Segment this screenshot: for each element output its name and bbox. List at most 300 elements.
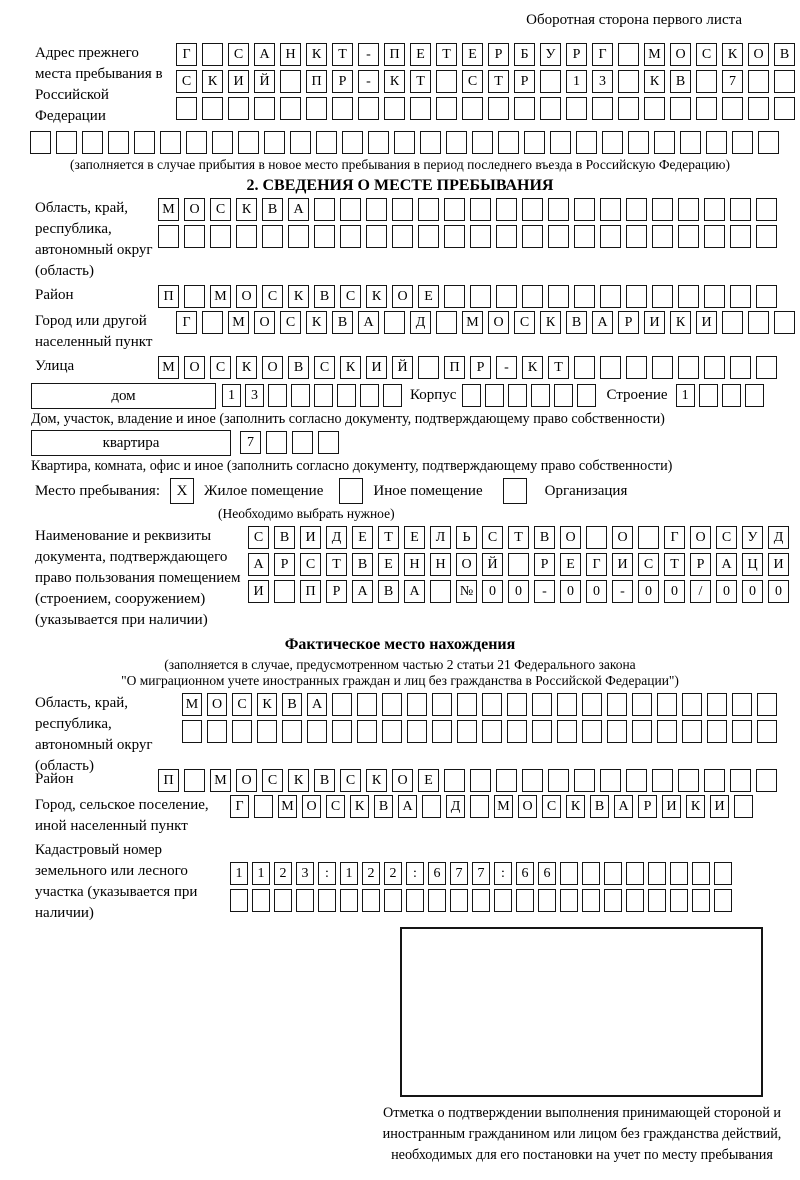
char-cell[interactable]: М bbox=[462, 311, 483, 334]
char-cell[interactable] bbox=[382, 693, 402, 716]
char-cell[interactable] bbox=[292, 431, 313, 454]
char-cell[interactable] bbox=[557, 720, 577, 743]
char-cell[interactable] bbox=[470, 198, 491, 221]
char-cell[interactable]: Е bbox=[352, 526, 373, 549]
char-cell[interactable]: У bbox=[742, 526, 763, 549]
char-cell[interactable]: Р bbox=[274, 553, 295, 576]
char-cell[interactable]: И bbox=[300, 526, 321, 549]
char-cell[interactable]: 2 bbox=[362, 862, 380, 885]
char-cell[interactable]: К bbox=[366, 285, 387, 308]
char-cell[interactable]: 0 bbox=[508, 580, 529, 603]
char-cell[interactable]: А bbox=[404, 580, 425, 603]
char-cell[interactable] bbox=[472, 889, 490, 912]
char-cell[interactable]: С bbox=[280, 311, 301, 334]
char-cell[interactable]: С bbox=[300, 553, 321, 576]
char-cell[interactable] bbox=[444, 225, 465, 248]
char-cell[interactable] bbox=[236, 225, 257, 248]
char-cell[interactable] bbox=[522, 198, 543, 221]
char-cell[interactable]: В bbox=[774, 43, 795, 66]
char-cell[interactable]: Е bbox=[404, 526, 425, 549]
char-cell[interactable] bbox=[507, 693, 527, 716]
char-cell[interactable] bbox=[566, 97, 587, 120]
char-cell[interactable]: О bbox=[690, 526, 711, 549]
char-cell[interactable] bbox=[462, 384, 481, 407]
char-cell[interactable] bbox=[648, 889, 666, 912]
char-cell[interactable] bbox=[496, 225, 517, 248]
char-cell[interactable] bbox=[657, 720, 677, 743]
char-cell[interactable] bbox=[392, 198, 413, 221]
char-cell[interactable] bbox=[670, 862, 688, 885]
char-cell[interactable]: Е bbox=[410, 43, 431, 66]
char-cell[interactable]: 0 bbox=[560, 580, 581, 603]
char-cell[interactable] bbox=[264, 131, 285, 154]
char-cell[interactable]: К bbox=[670, 311, 691, 334]
char-cell[interactable] bbox=[470, 769, 491, 792]
char-cell[interactable] bbox=[366, 198, 387, 221]
char-cell[interactable] bbox=[774, 70, 795, 93]
char-cell[interactable] bbox=[257, 720, 277, 743]
char-cell[interactable] bbox=[202, 311, 223, 334]
char-cell[interactable]: Т bbox=[326, 553, 347, 576]
char-cell[interactable] bbox=[418, 356, 439, 379]
char-cell[interactable] bbox=[337, 384, 356, 407]
char-cell[interactable]: К bbox=[306, 43, 327, 66]
char-cell[interactable] bbox=[392, 225, 413, 248]
char-cell[interactable] bbox=[592, 97, 613, 120]
char-cell[interactable] bbox=[457, 693, 477, 716]
char-cell[interactable]: М bbox=[158, 356, 179, 379]
char-cell[interactable]: У bbox=[540, 43, 561, 66]
char-cell[interactable]: М bbox=[644, 43, 665, 66]
char-cell[interactable] bbox=[574, 769, 595, 792]
char-cell[interactable] bbox=[432, 693, 452, 716]
char-cell[interactable] bbox=[540, 97, 561, 120]
char-cell[interactable]: О bbox=[184, 356, 205, 379]
char-cell[interactable]: : bbox=[494, 862, 512, 885]
char-cell[interactable] bbox=[692, 889, 710, 912]
char-cell[interactable] bbox=[600, 769, 621, 792]
char-cell[interactable] bbox=[626, 862, 644, 885]
char-cell[interactable]: М bbox=[494, 795, 513, 818]
char-cell[interactable] bbox=[756, 225, 777, 248]
char-cell[interactable]: О bbox=[392, 769, 413, 792]
char-cell[interactable] bbox=[554, 384, 573, 407]
char-cell[interactable] bbox=[158, 225, 179, 248]
char-cell[interactable] bbox=[332, 97, 353, 120]
char-cell[interactable] bbox=[368, 131, 389, 154]
char-cell[interactable] bbox=[182, 720, 202, 743]
char-cell[interactable]: Д bbox=[768, 526, 789, 549]
char-cell[interactable] bbox=[342, 131, 363, 154]
char-cell[interactable] bbox=[531, 384, 550, 407]
char-cell[interactable] bbox=[748, 97, 769, 120]
char-cell[interactable] bbox=[428, 889, 446, 912]
char-cell[interactable]: Р bbox=[514, 70, 535, 93]
char-cell[interactable] bbox=[732, 720, 752, 743]
char-cell[interactable]: Д bbox=[446, 795, 465, 818]
char-cell[interactable]: 1 bbox=[230, 862, 248, 885]
char-cell[interactable] bbox=[496, 769, 517, 792]
char-cell[interactable] bbox=[626, 769, 647, 792]
char-cell[interactable] bbox=[382, 720, 402, 743]
char-cell[interactable] bbox=[186, 131, 207, 154]
char-cell[interactable] bbox=[498, 131, 519, 154]
char-cell[interactable]: 3 bbox=[592, 70, 613, 93]
char-cell[interactable]: 0 bbox=[638, 580, 659, 603]
char-cell[interactable]: 3 bbox=[245, 384, 264, 407]
char-cell[interactable] bbox=[516, 889, 534, 912]
char-cell[interactable] bbox=[644, 97, 665, 120]
char-cell[interactable]: П bbox=[384, 43, 405, 66]
char-cell[interactable] bbox=[56, 131, 77, 154]
char-cell[interactable] bbox=[358, 97, 379, 120]
char-cell[interactable]: К bbox=[288, 769, 309, 792]
char-cell[interactable]: В bbox=[332, 311, 353, 334]
char-cell[interactable]: О bbox=[254, 311, 275, 334]
char-cell[interactable]: К bbox=[644, 70, 665, 93]
char-cell[interactable] bbox=[522, 285, 543, 308]
char-cell[interactable] bbox=[30, 131, 51, 154]
char-cell[interactable] bbox=[758, 131, 779, 154]
zhiloe-checkbox[interactable]: X bbox=[170, 478, 194, 504]
char-cell[interactable]: Б bbox=[514, 43, 535, 66]
char-cell[interactable] bbox=[314, 384, 333, 407]
char-cell[interactable] bbox=[357, 693, 377, 716]
char-cell[interactable]: Л bbox=[430, 526, 451, 549]
char-cell[interactable]: Р bbox=[638, 795, 657, 818]
char-cell[interactable] bbox=[602, 131, 623, 154]
char-cell[interactable] bbox=[704, 198, 725, 221]
char-cell[interactable]: О bbox=[456, 553, 477, 576]
char-cell[interactable] bbox=[682, 720, 702, 743]
char-cell[interactable] bbox=[757, 720, 777, 743]
char-cell[interactable]: М bbox=[278, 795, 297, 818]
char-cell[interactable]: С bbox=[262, 285, 283, 308]
char-cell[interactable] bbox=[470, 225, 491, 248]
char-cell[interactable] bbox=[582, 693, 602, 716]
char-cell[interactable]: Р bbox=[566, 43, 587, 66]
char-cell[interactable]: Г bbox=[664, 526, 685, 549]
char-cell[interactable] bbox=[678, 769, 699, 792]
char-cell[interactable] bbox=[532, 720, 552, 743]
char-cell[interactable] bbox=[734, 795, 753, 818]
char-cell[interactable]: М bbox=[210, 769, 231, 792]
char-cell[interactable]: Е bbox=[462, 43, 483, 66]
char-cell[interactable]: А bbox=[716, 553, 737, 576]
char-cell[interactable] bbox=[318, 431, 339, 454]
char-cell[interactable]: Й bbox=[254, 70, 275, 93]
char-cell[interactable] bbox=[360, 384, 379, 407]
char-cell[interactable] bbox=[134, 131, 155, 154]
char-cell[interactable]: В bbox=[374, 795, 393, 818]
char-cell[interactable]: - bbox=[358, 70, 379, 93]
char-cell[interactable]: Г bbox=[230, 795, 249, 818]
char-cell[interactable] bbox=[704, 769, 725, 792]
char-cell[interactable]: О bbox=[236, 769, 257, 792]
char-cell[interactable]: О bbox=[207, 693, 227, 716]
char-cell[interactable] bbox=[280, 70, 301, 93]
char-cell[interactable] bbox=[291, 384, 310, 407]
char-cell[interactable] bbox=[418, 198, 439, 221]
char-cell[interactable] bbox=[538, 889, 556, 912]
char-cell[interactable] bbox=[657, 693, 677, 716]
char-cell[interactable]: И bbox=[612, 553, 633, 576]
char-cell[interactable]: Р bbox=[618, 311, 639, 334]
char-cell[interactable]: В bbox=[566, 311, 587, 334]
char-cell[interactable] bbox=[184, 285, 205, 308]
char-cell[interactable]: Г bbox=[176, 311, 197, 334]
char-cell[interactable] bbox=[745, 384, 764, 407]
char-cell[interactable]: 2 bbox=[384, 862, 402, 885]
char-cell[interactable] bbox=[254, 795, 273, 818]
char-cell[interactable]: В bbox=[534, 526, 555, 549]
char-cell[interactable]: С bbox=[542, 795, 561, 818]
char-cell[interactable]: Ц bbox=[742, 553, 763, 576]
char-cell[interactable] bbox=[574, 285, 595, 308]
char-cell[interactable]: Р bbox=[534, 553, 555, 576]
char-cell[interactable] bbox=[756, 769, 777, 792]
char-cell[interactable]: А bbox=[288, 198, 309, 221]
char-cell[interactable] bbox=[730, 198, 751, 221]
char-cell[interactable]: - bbox=[612, 580, 633, 603]
char-cell[interactable] bbox=[407, 720, 427, 743]
char-cell[interactable] bbox=[266, 431, 287, 454]
char-cell[interactable] bbox=[202, 43, 223, 66]
char-cell[interactable]: Г bbox=[592, 43, 613, 66]
char-cell[interactable]: С bbox=[462, 70, 483, 93]
char-cell[interactable]: А bbox=[358, 311, 379, 334]
char-cell[interactable]: К bbox=[257, 693, 277, 716]
char-cell[interactable]: 7 bbox=[472, 862, 490, 885]
char-cell[interactable] bbox=[654, 131, 675, 154]
char-cell[interactable]: 7 bbox=[722, 70, 743, 93]
char-cell[interactable]: Е bbox=[378, 553, 399, 576]
char-cell[interactable] bbox=[384, 97, 405, 120]
char-cell[interactable]: И bbox=[248, 580, 269, 603]
char-cell[interactable] bbox=[600, 285, 621, 308]
char-cell[interactable]: К bbox=[202, 70, 223, 93]
char-cell[interactable] bbox=[707, 693, 727, 716]
char-cell[interactable]: К bbox=[340, 356, 361, 379]
char-cell[interactable] bbox=[600, 225, 621, 248]
char-cell[interactable]: Н bbox=[280, 43, 301, 66]
char-cell[interactable] bbox=[774, 311, 795, 334]
char-cell[interactable] bbox=[732, 693, 752, 716]
char-cell[interactable]: И bbox=[696, 311, 717, 334]
char-cell[interactable] bbox=[357, 720, 377, 743]
char-cell[interactable] bbox=[238, 131, 259, 154]
char-cell[interactable]: И bbox=[768, 553, 789, 576]
char-cell[interactable]: А bbox=[398, 795, 417, 818]
char-cell[interactable] bbox=[507, 720, 527, 743]
char-cell[interactable] bbox=[210, 225, 231, 248]
char-cell[interactable] bbox=[444, 198, 465, 221]
char-cell[interactable] bbox=[714, 862, 732, 885]
char-cell[interactable]: О bbox=[748, 43, 769, 66]
char-cell[interactable]: А bbox=[248, 553, 269, 576]
char-cell[interactable] bbox=[280, 97, 301, 120]
char-cell[interactable] bbox=[757, 693, 777, 716]
char-cell[interactable] bbox=[557, 693, 577, 716]
char-cell[interactable]: К bbox=[288, 285, 309, 308]
char-cell[interactable]: И bbox=[644, 311, 665, 334]
char-cell[interactable]: № bbox=[456, 580, 477, 603]
char-cell[interactable]: 6 bbox=[516, 862, 534, 885]
char-cell[interactable] bbox=[678, 285, 699, 308]
char-cell[interactable] bbox=[444, 285, 465, 308]
char-cell[interactable]: Г bbox=[586, 553, 607, 576]
char-cell[interactable] bbox=[410, 97, 431, 120]
char-cell[interactable]: Т bbox=[332, 43, 353, 66]
char-cell[interactable] bbox=[254, 97, 275, 120]
char-cell[interactable]: / bbox=[690, 580, 711, 603]
char-cell[interactable] bbox=[496, 198, 517, 221]
char-cell[interactable] bbox=[774, 97, 795, 120]
char-cell[interactable]: К bbox=[384, 70, 405, 93]
char-cell[interactable] bbox=[648, 862, 666, 885]
char-cell[interactable] bbox=[176, 97, 197, 120]
char-cell[interactable] bbox=[482, 693, 502, 716]
char-cell[interactable] bbox=[652, 225, 673, 248]
char-cell[interactable] bbox=[436, 97, 457, 120]
char-cell[interactable]: Д bbox=[410, 311, 431, 334]
char-cell[interactable]: М bbox=[210, 285, 231, 308]
char-cell[interactable]: С bbox=[228, 43, 249, 66]
char-cell[interactable]: В bbox=[274, 526, 295, 549]
char-cell[interactable]: С bbox=[696, 43, 717, 66]
char-cell[interactable]: П bbox=[300, 580, 321, 603]
char-cell[interactable]: П bbox=[158, 769, 179, 792]
char-cell[interactable] bbox=[296, 889, 314, 912]
char-cell[interactable]: В bbox=[590, 795, 609, 818]
char-cell[interactable]: 0 bbox=[716, 580, 737, 603]
char-cell[interactable] bbox=[678, 356, 699, 379]
char-cell[interactable] bbox=[470, 795, 489, 818]
char-cell[interactable]: Р bbox=[326, 580, 347, 603]
char-cell[interactable]: Ь bbox=[456, 526, 477, 549]
char-cell[interactable]: 0 bbox=[742, 580, 763, 603]
char-cell[interactable] bbox=[282, 720, 302, 743]
char-cell[interactable]: - bbox=[534, 580, 555, 603]
char-cell[interactable] bbox=[714, 889, 732, 912]
char-cell[interactable] bbox=[524, 131, 545, 154]
char-cell[interactable] bbox=[730, 769, 751, 792]
char-cell[interactable]: : bbox=[318, 862, 336, 885]
char-cell[interactable]: А bbox=[254, 43, 275, 66]
char-cell[interactable] bbox=[699, 384, 718, 407]
char-cell[interactable] bbox=[756, 198, 777, 221]
char-cell[interactable]: В bbox=[288, 356, 309, 379]
char-cell[interactable]: О bbox=[236, 285, 257, 308]
char-cell[interactable] bbox=[307, 720, 327, 743]
char-cell[interactable]: 0 bbox=[586, 580, 607, 603]
char-cell[interactable]: К bbox=[540, 311, 561, 334]
char-cell[interactable] bbox=[550, 131, 571, 154]
char-cell[interactable] bbox=[332, 720, 352, 743]
char-cell[interactable]: - bbox=[496, 356, 517, 379]
char-cell[interactable] bbox=[722, 97, 743, 120]
char-cell[interactable]: И bbox=[662, 795, 681, 818]
char-cell[interactable] bbox=[207, 720, 227, 743]
char-cell[interactable]: К bbox=[366, 769, 387, 792]
char-cell[interactable] bbox=[184, 769, 205, 792]
char-cell[interactable]: 0 bbox=[768, 580, 789, 603]
char-cell[interactable]: И bbox=[366, 356, 387, 379]
char-cell[interactable] bbox=[732, 131, 753, 154]
char-cell[interactable]: С bbox=[326, 795, 345, 818]
char-cell[interactable] bbox=[626, 198, 647, 221]
char-cell[interactable] bbox=[638, 526, 659, 549]
char-cell[interactable] bbox=[314, 198, 335, 221]
char-cell[interactable]: К bbox=[350, 795, 369, 818]
char-cell[interactable] bbox=[626, 285, 647, 308]
char-cell[interactable] bbox=[384, 889, 402, 912]
char-cell[interactable] bbox=[450, 889, 468, 912]
char-cell[interactable]: О bbox=[302, 795, 321, 818]
char-cell[interactable]: С bbox=[514, 311, 535, 334]
char-cell[interactable]: 1 bbox=[340, 862, 358, 885]
char-cell[interactable]: К bbox=[686, 795, 705, 818]
char-cell[interactable]: Т bbox=[664, 553, 685, 576]
char-cell[interactable] bbox=[586, 526, 607, 549]
char-cell[interactable] bbox=[574, 198, 595, 221]
char-cell[interactable] bbox=[652, 285, 673, 308]
char-cell[interactable] bbox=[394, 131, 415, 154]
char-cell[interactable]: О bbox=[488, 311, 509, 334]
char-cell[interactable] bbox=[722, 311, 743, 334]
char-cell[interactable]: Т bbox=[378, 526, 399, 549]
char-cell[interactable]: С bbox=[248, 526, 269, 549]
char-cell[interactable]: Е bbox=[418, 285, 439, 308]
char-cell[interactable]: В bbox=[314, 285, 335, 308]
char-cell[interactable]: О bbox=[560, 526, 581, 549]
char-cell[interactable] bbox=[696, 70, 717, 93]
char-cell[interactable] bbox=[618, 43, 639, 66]
char-cell[interactable] bbox=[582, 889, 600, 912]
char-cell[interactable] bbox=[632, 720, 652, 743]
char-cell[interactable]: Т bbox=[436, 43, 457, 66]
char-cell[interactable] bbox=[600, 356, 621, 379]
char-cell[interactable]: Й bbox=[482, 553, 503, 576]
char-cell[interactable] bbox=[485, 384, 504, 407]
char-cell[interactable]: К bbox=[236, 356, 257, 379]
char-cell[interactable]: К bbox=[236, 198, 257, 221]
char-cell[interactable] bbox=[407, 693, 427, 716]
char-cell[interactable] bbox=[340, 225, 361, 248]
char-cell[interactable] bbox=[626, 356, 647, 379]
char-cell[interactable] bbox=[228, 97, 249, 120]
char-cell[interactable] bbox=[522, 769, 543, 792]
char-cell[interactable]: М bbox=[158, 198, 179, 221]
char-cell[interactable]: О bbox=[518, 795, 537, 818]
char-cell[interactable] bbox=[262, 225, 283, 248]
char-cell[interactable] bbox=[540, 70, 561, 93]
char-cell[interactable]: 3 bbox=[296, 862, 314, 885]
char-cell[interactable]: Н bbox=[404, 553, 425, 576]
char-cell[interactable] bbox=[472, 131, 493, 154]
char-cell[interactable] bbox=[290, 131, 311, 154]
char-cell[interactable]: С bbox=[638, 553, 659, 576]
char-cell[interactable] bbox=[436, 70, 457, 93]
char-cell[interactable] bbox=[576, 131, 597, 154]
inoe-checkbox[interactable] bbox=[339, 478, 363, 504]
char-cell[interactable]: К bbox=[566, 795, 585, 818]
char-cell[interactable] bbox=[340, 198, 361, 221]
char-cell[interactable]: Й bbox=[392, 356, 413, 379]
char-cell[interactable] bbox=[730, 356, 751, 379]
char-cell[interactable]: 6 bbox=[538, 862, 556, 885]
char-cell[interactable]: А bbox=[614, 795, 633, 818]
